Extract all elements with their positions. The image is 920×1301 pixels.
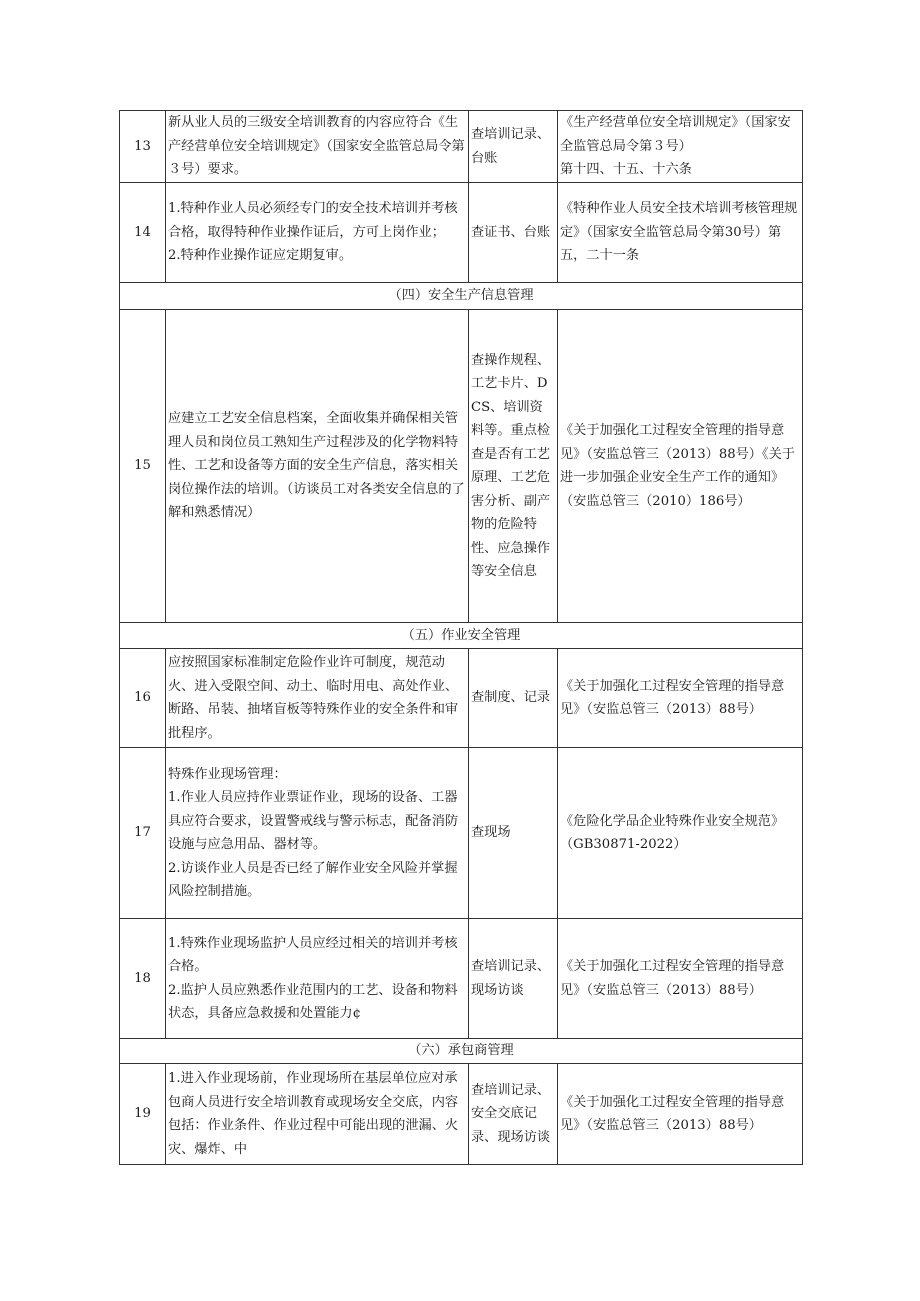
inspection-method: 查培训记录、安全交底记录、现场访谈	[469, 1064, 558, 1165]
item-number: 18	[120, 919, 166, 1039]
item-number: 17	[120, 748, 166, 919]
requirement-content: 应按照国家标准制定危险作业许可制度，规范动火、进入受限空间、动土、临时用电、高处作业、断路、吊装、抽堵盲板等特殊作业的安全条件和审批程序。	[166, 649, 469, 748]
inspection-method: 查证书、台账	[469, 183, 558, 283]
section-row	[120, 283, 803, 310]
requirement-content: 1.特殊作业现场监护人员应经过相关的培训并考核合格。 2.监护人员应熟悉作业范围内的工艺、设备和物料状态，具备应急救援和处置能力¢	[166, 919, 469, 1039]
table-row	[120, 919, 803, 1039]
table-row	[120, 310, 803, 623]
inspection-checklist-table	[119, 110, 803, 1165]
section-heading: （六）承包商管理	[120, 1039, 803, 1064]
inspection-method: 查培训记录、现场访谈	[469, 919, 558, 1039]
requirement-content: 1.进入作业现场前，作业现场所在基层单位应对承包商人员进行安全培训教育或现场安全交底，内容包括：作业条件、作业过程中可能出现的泄漏、火灾、爆炸、中	[166, 1064, 469, 1165]
inspection-method: 查培训记录、台账	[469, 111, 558, 183]
item-number: 15	[120, 310, 166, 623]
legal-basis: 《危险化学品企业特殊作业安全规范》（GB30871-2022）	[558, 748, 803, 919]
item-number: 19	[120, 1064, 166, 1165]
requirement-content: 应建立工艺安全信息档案，全面收集并确保相关管理人员和岗位员工熟知生产过程涉及的化学物料特性、工艺和设备等方面的安全生产信息，落实相关岗位操作法的培训。（访谈员工对各类安全信息的了解和熟悉情况）	[166, 310, 469, 623]
table-row	[120, 111, 803, 183]
table-row	[120, 183, 803, 283]
section-heading: （四）安全生产信息管理	[120, 283, 803, 310]
section-row	[120, 1039, 803, 1064]
requirement-content: 新从业人员的三级安全培训教育的内容应符合《生产经营单位安全培训规定》（国家安全监管总局令第３号）要求。	[166, 111, 469, 183]
table-row	[120, 748, 803, 919]
item-number: 14	[120, 183, 166, 283]
legal-basis: 《关于加强化工过程安全管理的指导意见》（安监总管三（2013）88号）	[558, 1064, 803, 1165]
item-number: 13	[120, 111, 166, 183]
table-row	[120, 1064, 803, 1165]
section-heading: （五）作业安全管理	[120, 623, 803, 649]
inspection-method: 查操作规程、工艺卡片、DCS、培训资料等。重点检查是否有工艺原理、工艺危害分析、副产物的危险特性、应急操作等安全信息	[469, 310, 558, 623]
legal-basis: 《生产经营单位安全培训规定》（国家安全监管总局令第３号） 第十四、十五、十六条	[558, 111, 803, 183]
section-row	[120, 623, 803, 649]
requirement-content: 1.特种作业人员必须经专门的安全技术培训并考核合格，取得特种作业操作证后，方可上岗作业； 2.特种作业操作证应定期复审。	[166, 183, 469, 283]
requirement-content: 特殊作业现场管理： 1.作业人员应持作业票证作业，现场的设备、工器具应符合要求，设置警戒线与警示标志，配备消防设施与应急用品、器材等。 2.访谈作业人员是否已经了解作业安全风险并掌握风险控制措施。	[166, 748, 469, 919]
legal-basis: 《关于加强化工过程安全管理的指导意见》（安监总管三（2013）88号）	[558, 649, 803, 748]
inspection-method: 查制度、记录	[469, 649, 558, 748]
table-row	[120, 649, 803, 748]
legal-basis: 《关于加强化工过程安全管理的指导意见》（安监总管三（2013）88号）《关于进一步加强企业安全生产工作的通知》（安监总管三（2010）186号）	[558, 310, 803, 623]
item-number: 16	[120, 649, 166, 748]
legal-basis: 《关于加强化工过程安全管理的指导意见》（安监总管三（2013）88号）	[558, 919, 803, 1039]
legal-basis: 《特种作业人员安全技术培训考核管理规定》（国家安全监管总局令第30号）第五，二十一条	[558, 183, 803, 283]
inspection-method: 查现场	[469, 748, 558, 919]
